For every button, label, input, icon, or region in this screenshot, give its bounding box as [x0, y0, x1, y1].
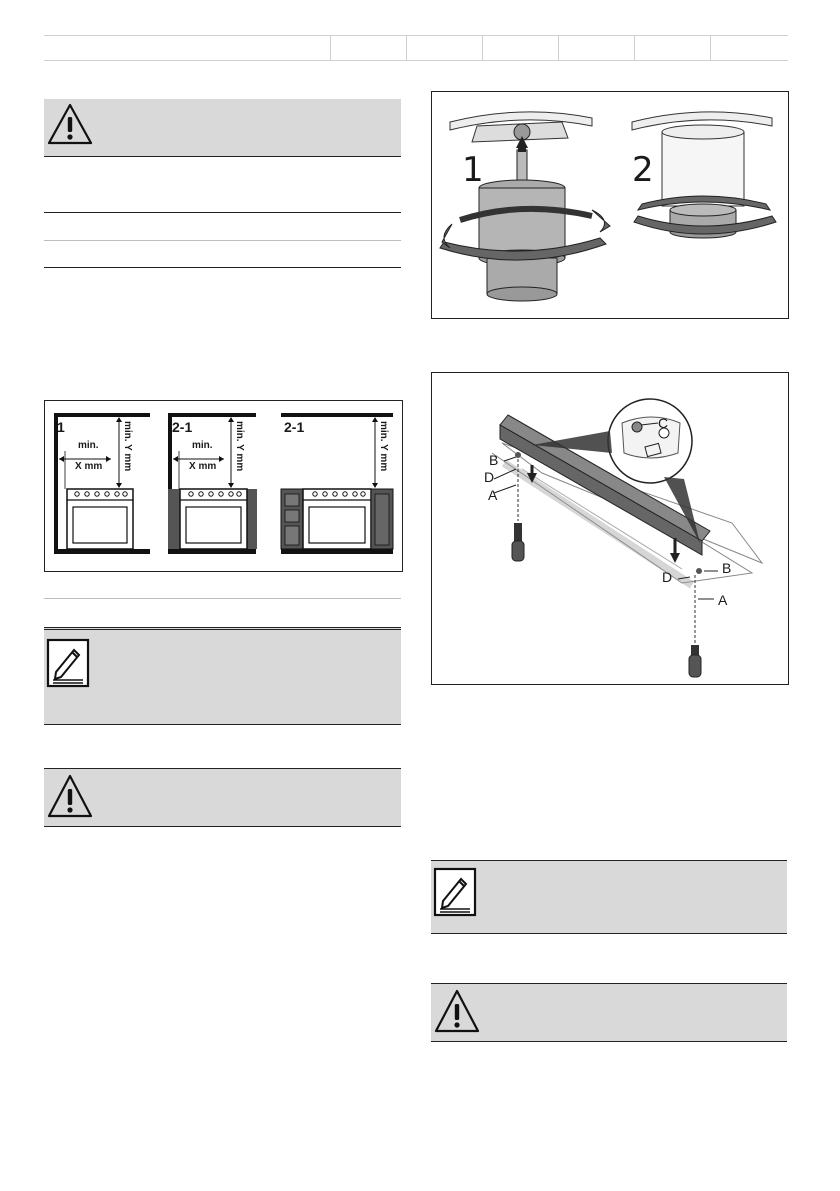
note-box-1 — [44, 627, 401, 725]
warning-box-3 — [431, 983, 787, 1042]
warning-box-2 — [44, 768, 401, 827]
panel-3-label: 2-1 — [284, 419, 305, 435]
warning-triangle-icon — [46, 102, 94, 146]
x-mm-label: X mm — [75, 461, 103, 472]
warning-triangle-icon — [46, 773, 94, 819]
header-divider — [482, 36, 483, 60]
step-1-label: 1 — [462, 150, 484, 190]
header-top-rule — [44, 35, 788, 36]
label-c: C — [658, 415, 669, 431]
min-label: min. — [78, 440, 99, 451]
header-divider — [330, 36, 331, 60]
panel-1-label: 1 — [57, 419, 65, 435]
foot-step-1 — [440, 112, 610, 301]
warning-triangle-icon — [433, 988, 481, 1034]
header-divider — [406, 36, 407, 60]
header-divider — [634, 36, 635, 60]
clearance-figure — [44, 400, 403, 572]
clearance-panel-1 — [54, 413, 150, 554]
y-mm-label: min. Y mm — [122, 421, 133, 472]
divider-rule — [44, 212, 401, 213]
min-label: min. — [192, 440, 213, 451]
panel-2-label: 2-1 — [172, 419, 193, 435]
divider-rule — [44, 267, 401, 268]
step-2-label: 2 — [632, 150, 654, 190]
label-a-left: A — [488, 487, 498, 503]
divider-rule — [44, 240, 401, 241]
backguard-figure — [431, 372, 789, 685]
note-box-2 — [431, 860, 787, 934]
label-d-right: D — [662, 569, 673, 585]
warning-box-1 — [44, 99, 401, 157]
header-divider — [710, 36, 711, 60]
pencil-note-icon — [46, 638, 90, 688]
label-d-left: D — [484, 469, 495, 485]
y-mm-label: min. Y mm — [234, 421, 245, 472]
header-bottom-rule — [44, 60, 788, 61]
label-b-left: B — [489, 452, 499, 468]
label-b-right: B — [722, 560, 732, 576]
label-a-right: A — [718, 592, 728, 608]
divider-rule — [44, 598, 401, 599]
header-divider — [558, 36, 559, 60]
y-mm-label: min. Y mm — [378, 421, 389, 472]
feet-adjustment-figure — [431, 91, 789, 319]
x-mm-label: X mm — [189, 461, 217, 472]
pencil-note-icon — [433, 867, 477, 917]
